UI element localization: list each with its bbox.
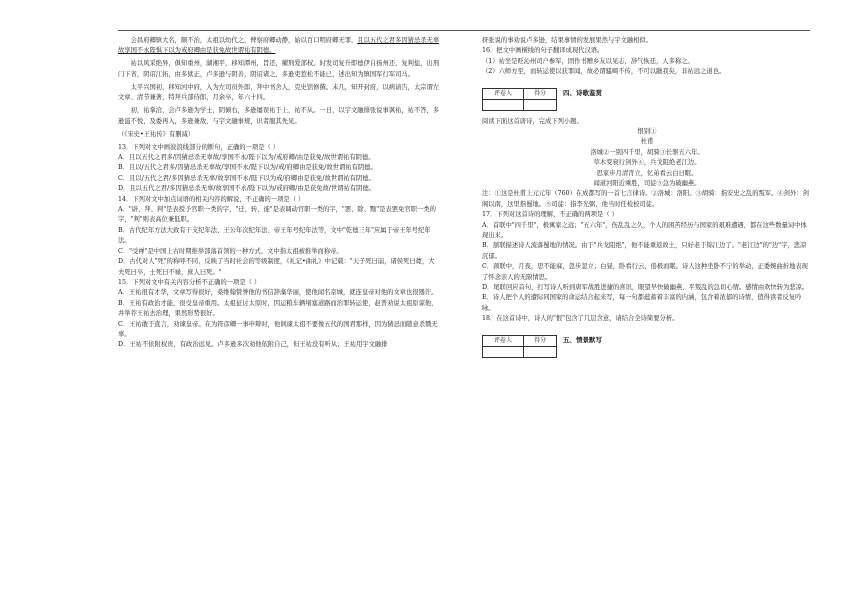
question-17-stem: 17．下列对这首诗的理解，不正确的两项是（ ） [482, 211, 618, 219]
question-13-stem: 13．下列对文中画波浪线部分的断句，正确的一项是（ ） [118, 143, 280, 151]
question-17-option-c: C．颈联中，月夜，思不能寐，忽步忽立；白昼，卧看行云，倦极而眠。诗人这种坐卧不宁的举动，正委婉曲折地表现了怀念亲人的无限情思。 [482, 263, 808, 281]
score-table [482, 335, 557, 358]
question-16-item-1: （1）祐坐是贬沁州司户参军，固作书赠乡友以见志，辞气恢廷，人多称之。 [482, 57, 694, 65]
poem-author: 杜甫 [640, 138, 654, 146]
question-14-option-d: D．古代对人"死"的称呼不同，反映了当时社会的等级制度，《礼记•曲礼》中记载："天子死曰崩，诸侯死曰薨，大夫死曰卒，士死曰不禄，庶人曰死。" [118, 258, 435, 276]
underlined-sentence: 且以五代之君多因猜忌杀无辜故享国不永陛惧下以为戒府卿由是获免故世谓祐有阴德。 [118, 37, 440, 55]
section-4-title: 四、诗歌鉴赏 [563, 88, 602, 97]
poem-line: 洛城②一别四千里，胡骑③长驱五六年。 [590, 148, 704, 156]
score-header: 得分 [524, 88, 557, 99]
question-17-option-d: D．尾联回应首句，打写诗人听到唐军战胜进捷的喜讯，眼望早快破幽燕、平叛乱的急切心情。感情由欢快转为悲凉。 [482, 284, 809, 292]
grader-header: 评卷人 [483, 335, 524, 346]
passage-paragraph [118, 36, 440, 57]
question-13-option-c: C．且以/五代之君/多因猜忌杀无辜/故享国不永/陛下以为戒/府卿由是获免/故世谓祐有阴德。 [118, 174, 375, 182]
passage-paragraph: 祐以风采绝异，俱知重州，湖湘平，移知潭州，旨还，擢刑爱部权。时发司复升即德伊自扬州还，复判盐，出刑门下省，阴诏江拓，由多狱正，卢多逊与阴善，阴诏诸之，多逊吏惹松不能已，述出知为镇国军行军司马。 [118, 60, 440, 78]
question-15-continued: 挤张说的事劝说卢多逊，结果事情的发展果然与宇文融相似。 [482, 37, 653, 44]
score-table [482, 88, 557, 111]
score-cell[interactable] [524, 100, 557, 111]
question-17-option-b: B．颔联描述诗人流落蜀地的情况。由于"兵戈阻绝"，他不能重返故土，只好老于锦江边了。"老江边"的"边"字，悲凉沉郁。 [482, 242, 807, 260]
poem-line: 思家步月清宵立，忆弟看云白日眠。 [596, 169, 698, 177]
question-17-option-a: A．首联中"四千里"，极寓家之远；"五六年"，伤乱乱之久，个人的困苦经历与国家的艰难遭遇，都在这些数量词中体现出来。 [482, 221, 807, 239]
left-column [118, 36, 440, 351]
question-15-option-d: D．王祐不依附权贵，有政治远见。卢多逊多次劝他依附自己，但王祐没有听从；王祐用宇文融排 [118, 341, 388, 349]
question-18-stem: 18．在这首诗中，诗人的"恨"包含了几层含意，请结合全诗简要分析。 [482, 315, 679, 323]
passage-source: （《宋史•王祐传》有删减） [118, 130, 195, 138]
grader-cell[interactable] [483, 347, 524, 358]
question-14-option-a: A．"辟、拜、判"是表授予官职一类的字，"迁、转、徙"是表调动官职一类的字，"罢、除、黜"是表罢免官职一类的字，"判"则表高位兼低职。 [118, 206, 436, 224]
question-15-stem: 15．下列对文中有关内容分析不正确的一项是（ ） [118, 278, 261, 286]
question-16-item-2: （2）六师方至，而转运使以获罪闻，故必谓骚畸不传，不可以躐我矣，非祐远之道也。 [482, 68, 726, 76]
passage-text: 会昌府卿镇大名，颇不治，太祖以幼代之，俾察府卿动静，始以百口明府卿无罪， [130, 37, 358, 44]
poem-note: 注：①这是杜甫上元元年（760）在成都写的一首七言律诗。②洛城：洛阳。③胡骑：指安史之乱的叛军。④剑外：剑阁以南，这里指蜀地。⑤司徒：指李光弼，他当时任检校司徒。 [482, 190, 809, 208]
poem-line: 草木变衰行剑外④，兵戈阻绝老江边。 [593, 159, 701, 167]
question-13-option-a: A．且以五代之君多/因猜忌杀无辜故/享国不永/陛下以为/戒府卿/由是获免/故世谓祐有阴德。 [118, 154, 375, 162]
question-14-stem: 14．下列对文中加点词语的相关内容的解说，不正确的一项是（ ） [118, 195, 305, 203]
question-16-stem: 16．把文中画横线的句子翻译成现代汉语。 [482, 47, 604, 55]
score-cell[interactable] [524, 347, 557, 358]
question-17-option-e: E．诗人把个人的遭际同国家的命运结合起来写，每一句都蕴蓄着丰富的内涵，包含着浓郁的诗情，值得读者反复吟咏。 [482, 294, 802, 312]
question-15-option-c: C．王祐敢于直言，劝谏皇帝。在为符彦卿一事申辩时，他讽谏太祖不要像五代的国君那样，因为猜忌而随意杀戮无辜。 [118, 320, 438, 338]
score-header: 得分 [524, 335, 557, 346]
question-15-option-a: A．王祐很有才华，文章写得很好，桑维翰赞誉他的书信辞藻华丽，使他闻名京城，就连皇帝对他的文章也很器许。 [118, 289, 438, 297]
section-4-intro: 阅读下面这首唐诗，完成下列小题。 [482, 117, 583, 125]
grader-header: 评卷人 [483, 88, 524, 99]
score-box-section-5 [482, 325, 812, 364]
top-rule [118, 30, 810, 31]
poem-title: 恨别① [637, 127, 657, 135]
passage-paragraph: 初，祐掌洽，会卢多逊为学士，阴倾右，多逊屡误祐于上，祐不从。一日，以宇文融排张说事讽祐，祐不答，多逊滋不悦，及委再入，多逊兼敌，与宇文融事规，识者服其先见。 [118, 107, 440, 125]
grader-cell[interactable] [483, 100, 524, 111]
question-13-option-b: B．且以/五代之君多/因猜忌杀无辜故/享国不永/陛下以为/戒/府卿由是获免/故世谓祐有阴德。 [118, 164, 377, 172]
question-15-option-b: B．王祐有政治才能，很受皇帝重用。太祖征讨太原时，因运粮车辆堵塞道路而治罪转运使，赵普劝说太祖原谅他，并举荐王祐去治理，果然形势很好。 [118, 299, 438, 318]
question-14-option-b: B．古代纪年方法大致有干支纪年法、王公年次纪年法、帝王年号纪年法等，文中"乾德三年"应属于帝王年号纪年法。 [118, 226, 431, 245]
passage-paragraph: 太平兴国初，移知河中府，入为左司员外郎，拜中书舍人，克史馆修撰。未几，知开封府，以病请告，太宗谓左文章、清节兼著，特拜兵部侍郎，月余卒，年六十四。 [118, 83, 440, 102]
poem-line: 闻道河阳近乘胜，司徒⑤急为破幽燕。 [593, 179, 701, 187]
section-5-title: 五、情景默写 [563, 335, 602, 344]
right-column [482, 36, 812, 364]
question-14-option-c: C．"受禅"是中国上古时期推举部落首领的一种方式，文中指太祖被推举而称帝。 [118, 247, 343, 255]
question-13-option-d: D．且以五代之君/多因猜忌杀无辜/故享国不永/陛下以为/戒府卿/由是获免故/世谓祐有阴德。 [118, 185, 376, 193]
score-box-section-4 [482, 78, 812, 117]
